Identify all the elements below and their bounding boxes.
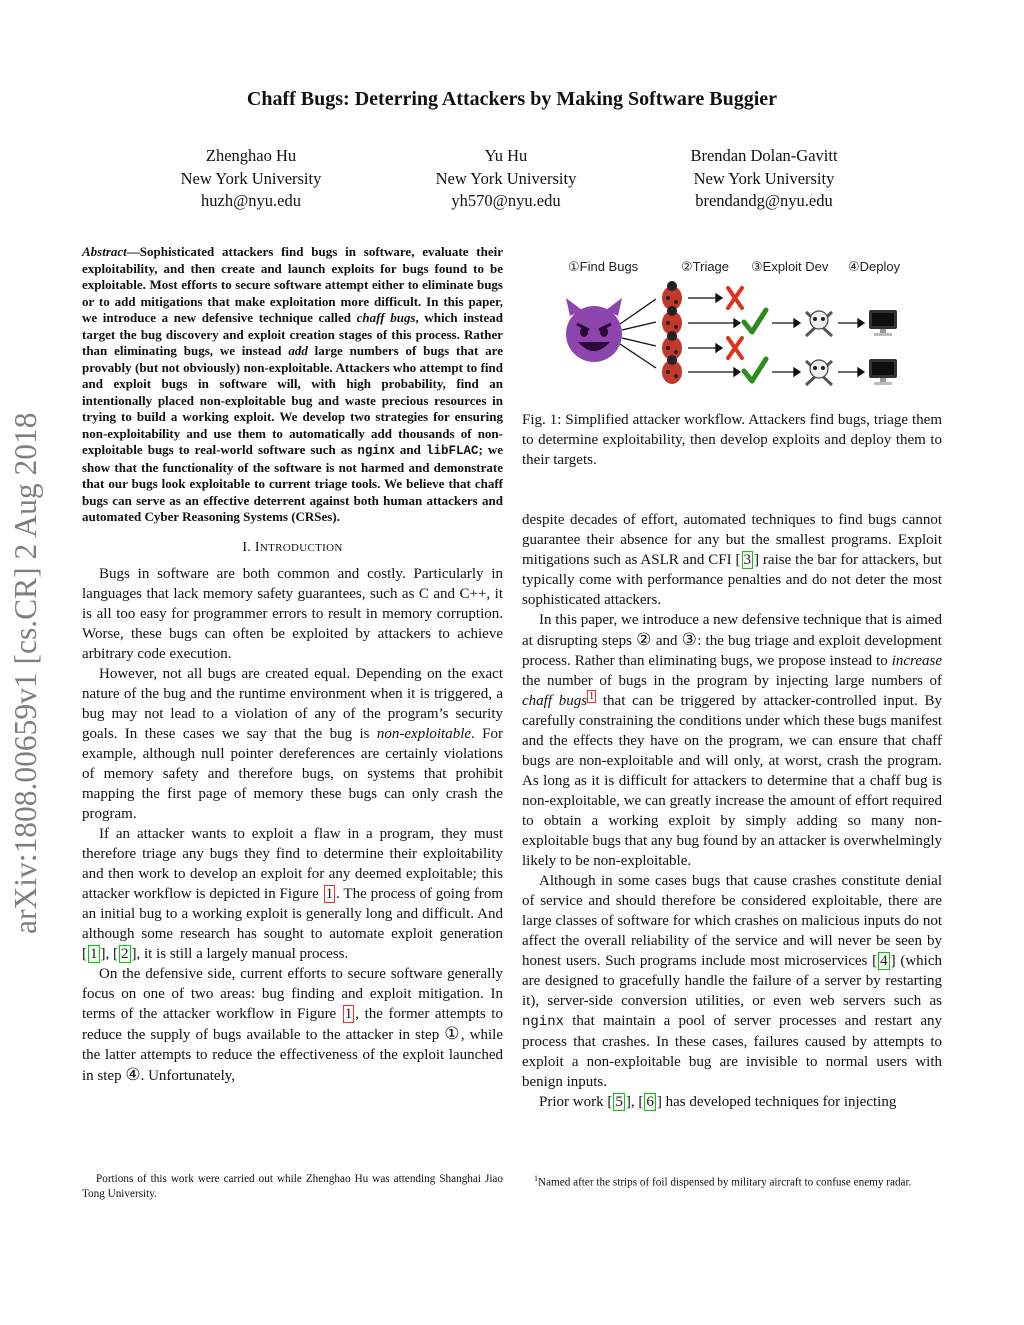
cross-icon (728, 288, 742, 308)
check-icon (744, 310, 766, 332)
emphasis: increase (891, 653, 942, 669)
author-block-1 (121, 145, 381, 213)
paragraph-text: that can be triggered by attacker-controlled input. By carefully constraining the conditions under which these bugs manifest and the effects they have on the program, we can ensure that chaff bugs are non-exploitable and will only, at worst, crash the program. As long as it is difficult for attackers to determine that a chaff bug is non-exploitable, we can greatly increase the amount of effort required to obtain a working exploit by simply adding so many non-exploitable bugs that any bug found by an attacker is overwhelmingly likely to be non-exploitable. (522, 693, 942, 869)
paragraph-text: the number of bugs in the program by injecting large numbers of (522, 673, 942, 689)
arrows-to-deploy (838, 319, 864, 376)
citation-link[interactable]: 6 (646, 1094, 654, 1110)
paragraph-text: despite decades of effort, automated techniques to find bugs cannot guarantee their absence for any but the smallest programs. Exploit mitigations such as ASLR and CFI (522, 512, 942, 568)
author-name: Brendan Dolan-Gavitt (690, 146, 838, 165)
author-email[interactable]: yh570@nyu.edu (451, 191, 561, 210)
step-marker: ③ (681, 630, 698, 650)
paragraph-text: has developed techniques for injecting (661, 1094, 897, 1110)
paragraph (82, 564, 503, 664)
author-affiliation: New York University (435, 168, 577, 188)
paragraph-text: However, not all bugs are created equal. Depending on the exact nature of the bug and the runtime environment when it is triggered, a bug may not lead to a violation of any of the program’s security goals. In these cases we say that the bug is (82, 665, 503, 742)
footnote-mark: 1 (534, 1174, 538, 1183)
abstract-text: and (394, 442, 426, 457)
computer-target-icon (869, 310, 897, 336)
paragraph: Although in some cases bugs that cause crashes constitute denial of service and should therefore be considered exploitable, there are large classes of software for which crashes on malicious inputs do not affect the overall reliability of the service and will never be seen by honest users. Such programs include most microservices [ 4 ] (which are designed to gracefully handle the failure of a server by restarting it), server-side conversion utilities, or even web servers such as nginx that maintain a pool of server processes and restart any process that crashes. In these cases, failures caused by attempts to exploit a non-exploitable bug are invisible to normal users with benign inputs. (522, 873, 943, 1090)
abstract-emphasis: add (288, 343, 308, 358)
author-affiliation: New York University (180, 168, 322, 188)
arrows-to-triage (688, 294, 740, 376)
author-name: Zhenghao Hu (205, 146, 297, 165)
arxiv-id-text: arXiv:1808.00659v1 [cs.CR] 2 Aug 2018 (8, 412, 43, 934)
right-column (522, 510, 942, 1112)
author-affiliation: New York University (693, 168, 835, 188)
paragraph-text: (which are designed to gracefully handle the failure of a server by restarting it), server-side conversion utilities, or even web servers such as (522, 953, 943, 1009)
code-term: nginx (522, 1014, 565, 1030)
author-email[interactable]: huzh@nyu.edu (201, 191, 301, 210)
arxiv-identifier-stamp (2, 356, 46, 936)
abstract-lead: Abstract (82, 244, 127, 259)
cross-icon (728, 338, 742, 358)
paragraph-text: and (651, 633, 682, 649)
paragraph-text: , (105, 945, 113, 962)
skull-crossbones-icon (806, 360, 832, 385)
footnote-right (522, 1172, 942, 1190)
paragraph: If an attacker wants to exploit a flaw in a program, they must therefore triage any bugs they find to determine their exploitability and then work to develop an exploit for any deemed exploitable; this attacker workflow is depicted in Figure 1 . The process of going from an initial bug to a working exploit is generally long and difficult. And although some research has sought to automate exploit generation [ 1 ], [ 2 ], it is still a largely manual process. (82, 825, 503, 962)
citation-link[interactable]: 4 (880, 953, 888, 969)
abstract-text: large numbers of bugs that are provably (but not obviously) non-exploitable. Attackers who attempt to find and exploit bugs in software will, with high probability, find an intentionally placed non-exploitable bug and waste precious resources in trying to build a working exploit. We develop two strategies for ensuring non-exploitability and use them to automatically add thousands of non-exploitable bugs to real-world software such as (82, 343, 503, 457)
paragraph-text: On the defensive side, current efforts to secure software generally focus on one of two areas: bug finding and exploit mitigation. In terms of the attacker workflow in Figure (82, 965, 503, 1022)
abstract-text: ; we show that the functionality of the software is not harmed and demonstrate that our bugs look exploitable to current triage tools. We believe that chaff bugs can serve as an effective deterrent against both human attackers and automated Cyber Reasoning Systems (CRSes). (82, 442, 503, 524)
paragraph: despite decades of effort, automated techniques to find bugs cannot guarantee their absence for any but the smallest programs. Exploit mitigations such as ASLR and CFI [ 3 ] raise the bar for attackers, but typically come with performance penalties and do not deter the most sophisticated attackers. (522, 512, 942, 608)
section-number: I. (242, 539, 252, 555)
devil-attacker-icon (566, 298, 622, 362)
paragraph-text: . For example, although null pointer dereferences are certainly violations of memory safety and therefore bugs, on systems that prohibit mapping the first page of memory these bugs can only crash the program. (82, 725, 504, 822)
citation-link[interactable]: 5 (615, 1094, 623, 1110)
emphasis: non-exploitable (376, 725, 472, 742)
arrows-to-bugs (620, 299, 656, 368)
code-term: libFLAC (425, 444, 479, 458)
abstract (82, 244, 503, 526)
paragraph-text: . The process of going from an initial bug to a working exploit is generally long and difficult. And although some research has sought to automate exploit generation (82, 885, 503, 942)
skull-crossbones-icon (806, 311, 832, 336)
bug-icon (662, 355, 682, 384)
paragraph (522, 610, 942, 871)
code-term: nginx (357, 444, 395, 458)
abstract-text: , which instead target the bug discovery and exploit creation stages of this process. Rather than eliminating bugs, we instead (82, 310, 504, 358)
section-title-initial: I (254, 539, 260, 555)
step-marker: ④ (125, 1064, 141, 1085)
step-marker: ① (444, 1023, 461, 1044)
section-title-rest: NTRODUCTION (259, 541, 343, 554)
footnote-text: Named after the strips of foil dispensed by military aircraft to confuse enemy radar. (538, 1176, 912, 1189)
paragraph-text: , the former attempts to reduce the supply of bugs available to the attacker in step (82, 1005, 503, 1043)
author-name: Yu Hu (484, 146, 528, 165)
citation-link[interactable]: 1 (90, 945, 98, 962)
figure-attacker-workflow (522, 252, 942, 402)
paragraph-text: that maintain a pool of server processes and restart any process that crashes. In these cases, failures caused by attempts to exploit a non-exploitable bug are invisible to normal users with benign inputs. (522, 1013, 942, 1090)
abstract-text: —Sophisticated attackers find bugs in software, evaluate their exploitability, and then create and launch exploits for bugs found to be exploitable. Most efforts to secure software attempt either to eliminate bugs or to add mitigations that make exploitation more difficult. In this paper, we introduce a new defensive technique called (82, 244, 503, 325)
paragraph-text: Prior work (539, 1094, 608, 1110)
author-email[interactable]: brendandg@nyu.edu (695, 191, 833, 210)
section-heading (82, 540, 503, 556)
arrows-to-exploit (772, 319, 800, 376)
paragraph (82, 664, 503, 824)
footnote-left: Portions of this work were carried out while Zhenghao Hu was attending Shanghai Jiao Tong University. (82, 1173, 503, 1200)
paragraph-text: Bugs in software are both common and costly. Particularly in languages that lack memory safety guarantees, such as C and C++, it is all too easy for programmer errors to result in memory corruption. Worse, these bugs can often be exploited by attackers to achieve arbitrary code execution. (82, 565, 503, 662)
figure-ref-link[interactable]: 1 (344, 1005, 353, 1022)
left-column (82, 244, 503, 1086)
step-label-find-bugs: ①Find Bugs (568, 259, 639, 274)
paragraph-text: If an attacker wants to exploit a flaw in a program, they must therefore triage any bugs they find to determine their exploitability and then work to develop an exploit for any deemed exploitable; this attacker workflow is depicted in Figure (82, 825, 503, 902)
paper-title: Chaff Bugs: Deterring Attackers by Making Software Buggier (246, 88, 778, 110)
computer-target-icon (869, 359, 897, 385)
figure-ref-link[interactable]: 1 (325, 885, 334, 902)
paragraph: Prior work [ 5 ], [ 6 ] has developed techniques for injecting (539, 1094, 897, 1110)
paragraph-text: , it is still a largely manual process. (136, 945, 349, 962)
check-icon (744, 359, 766, 381)
paragraph-text: . Unfortunately, (140, 1067, 236, 1084)
step-label-exploit-dev: ③Exploit Dev (751, 259, 829, 274)
author-block-3 (634, 145, 894, 213)
workflow-diagram (522, 252, 942, 402)
paragraph-text: , (630, 1094, 639, 1110)
citation-link[interactable]: 3 (743, 552, 751, 568)
emphasis: chaff bugs (522, 693, 588, 709)
step-label-deploy: ④Deploy (848, 259, 901, 274)
paragraph-text: Although in some cases bugs that cause crashes constitute denial of service and should therefore be considered exploitable, there are large classes of software for which crashes on malicious inputs do not affect the overall reliability of the service and will never be seen by honest users. Such programs include most microservices (522, 873, 942, 969)
paragraph-text: In this paper, we introduce a new defensive technique that is aimed at disrupting steps (522, 612, 942, 649)
citation-link[interactable]: 2 (121, 945, 129, 962)
paragraph-text: : the bug triage and exploit development process. Rather than eliminating bugs, we propose instead to (522, 633, 942, 669)
paragraph (82, 964, 503, 1086)
bug-icon (662, 281, 682, 310)
bug-icon (662, 306, 682, 335)
figure-caption: Fig. 1: Simplified attacker workflow. Attackers find bugs, triage them to determine exploitability, then develop exploits and deploy them to their targets. (522, 412, 942, 468)
paragraph-text: , while the latter attempts to reduce the effectiveness of the exploit launched in step (82, 1026, 503, 1084)
footnote-ref-link[interactable]: 1 (589, 691, 595, 702)
step-marker: ② (636, 630, 652, 650)
author-block-2 (376, 145, 636, 213)
step-label-triage: ②Triage (681, 259, 730, 274)
abstract-emphasis: chaff bugs (356, 310, 416, 325)
paragraph-text: raise the bar for attackers, but typically come with performance penalties and do not deter the most sophisticated attackers. (522, 552, 942, 608)
